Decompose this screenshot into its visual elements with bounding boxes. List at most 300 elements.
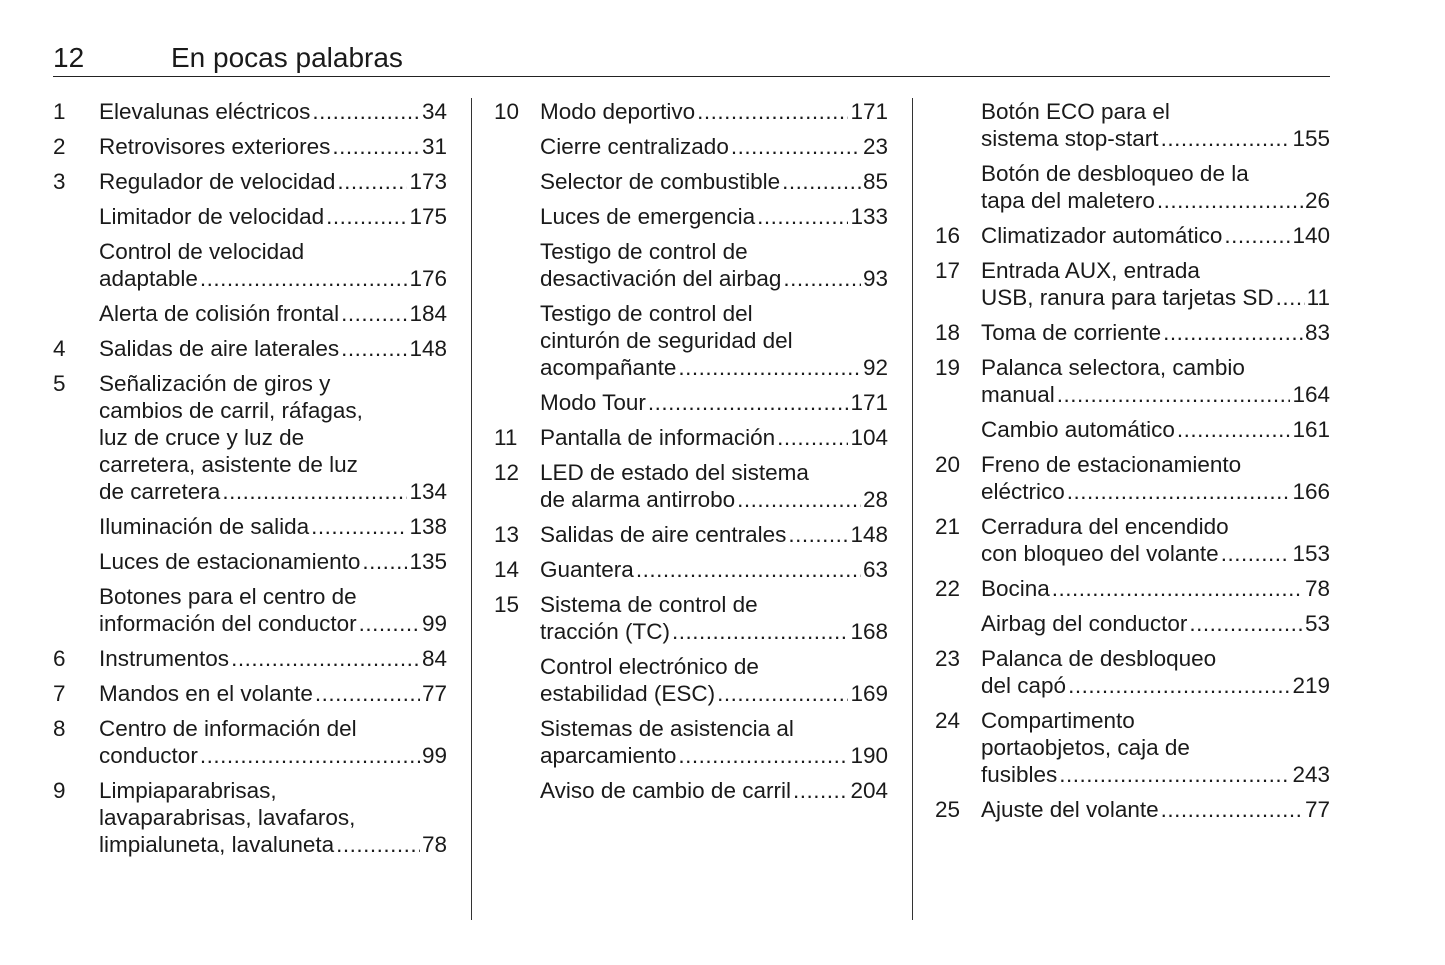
entry-label: Salidas de aire laterales — [99, 336, 340, 361]
dot-leader — [1052, 575, 1303, 602]
dot-leader — [1189, 610, 1303, 637]
entry-label: acompañante — [540, 355, 677, 380]
index-entry — [935, 257, 1330, 311]
page-reference: 99 — [421, 743, 447, 768]
entry-line: Palanca de desbloqueo — [981, 646, 1217, 671]
entry-text — [540, 203, 888, 230]
index-entry — [53, 513, 447, 540]
index-entry — [53, 168, 447, 195]
entry-number: 22 — [935, 576, 961, 601]
dot-leader — [793, 777, 849, 804]
entry-text — [981, 451, 1330, 505]
entry-line: Botón ECO para el — [981, 99, 1170, 124]
index-entry — [935, 796, 1330, 823]
entry-label: de carretera — [99, 479, 221, 504]
dot-leader — [1067, 478, 1291, 505]
dot-leader — [788, 521, 848, 548]
entry-label: adaptable — [99, 266, 198, 291]
page-reference: 190 — [850, 743, 888, 768]
index-entry — [53, 238, 447, 292]
entry-last-line — [540, 203, 888, 230]
page-reference: 164 — [1292, 382, 1330, 407]
entry-line: Sistemas de asistencia al — [540, 716, 794, 741]
page-reference: 138 — [409, 514, 447, 539]
entry-number: 17 — [935, 258, 961, 283]
page-reference: 11 — [1306, 285, 1330, 310]
index-entry — [935, 354, 1330, 408]
page-reference: 77 — [1304, 797, 1330, 822]
dot-leader — [672, 618, 848, 645]
entry-number: 7 — [53, 681, 66, 706]
entry-number: 25 — [935, 797, 961, 822]
entry-text — [981, 707, 1330, 788]
entry-label: Retrovisores exteriores — [99, 134, 331, 159]
entry-text — [981, 513, 1330, 567]
dot-leader — [678, 742, 848, 769]
entry-label: Selector de combustible — [540, 169, 781, 194]
entry-text — [99, 168, 447, 195]
index-entry — [935, 416, 1330, 443]
dot-leader — [697, 98, 848, 125]
entry-last-line — [99, 610, 447, 637]
entry-label: información del conductor — [99, 611, 357, 636]
entry-last-line — [99, 680, 447, 707]
entry-label: fusibles — [981, 762, 1058, 787]
dot-leader — [312, 98, 420, 125]
entry-last-line — [981, 575, 1330, 602]
index-entry — [53, 583, 447, 637]
index-entry — [53, 548, 447, 575]
entry-last-line — [981, 416, 1330, 443]
entry-label: Cierre centralizado — [540, 134, 729, 159]
entry-label: Modo deportivo — [540, 99, 696, 124]
entry-text — [99, 548, 447, 575]
entry-label: Climatizador automático — [981, 223, 1223, 248]
entry-text — [99, 777, 447, 858]
dot-leader — [315, 680, 420, 707]
entry-last-line — [981, 319, 1330, 346]
entry-label: sistema stop-start — [981, 126, 1159, 151]
entry-text — [99, 98, 447, 125]
entry-text — [981, 645, 1330, 699]
entry-line: LED de estado del sistema — [540, 460, 809, 485]
index-entry — [494, 653, 888, 707]
entry-label: Alerta de colisión frontal — [99, 301, 340, 326]
entry-text — [99, 300, 447, 327]
entry-last-line — [981, 761, 1330, 788]
entry-last-line — [540, 168, 888, 195]
entry-text — [981, 160, 1330, 214]
entry-number: 12 — [494, 460, 520, 485]
dot-leader — [362, 548, 407, 575]
entry-line: carretera, asistente de luz — [99, 452, 358, 477]
entry-last-line — [99, 300, 447, 327]
entry-label: Cambio automático — [981, 417, 1175, 442]
entry-text — [99, 645, 447, 672]
page-reference: 140 — [1292, 223, 1330, 248]
dot-leader — [1163, 319, 1303, 346]
entry-label: Guantera — [540, 557, 634, 582]
entry-line: cinturón de seguridad del — [540, 328, 793, 353]
entry-label: Pantalla de información — [540, 425, 776, 450]
entry-line: cambios de carril, ráfagas, — [99, 398, 363, 423]
entry-number: 13 — [494, 522, 520, 547]
page-reference: 171 — [850, 99, 888, 124]
dot-leader — [757, 203, 848, 230]
entry-label: Instrumentos — [99, 646, 230, 671]
entry-line: Limpiaparabrisas, — [99, 778, 277, 803]
entry-line: Centro de información del — [99, 716, 357, 741]
entry-last-line — [99, 203, 447, 230]
page-reference: 176 — [409, 266, 447, 291]
entry-last-line — [540, 389, 888, 416]
entry-number: 6 — [53, 646, 66, 671]
dot-leader — [678, 354, 861, 381]
entry-label: limpialuneta, lavaluneta — [99, 832, 335, 857]
entry-last-line — [540, 521, 888, 548]
column-divider — [912, 98, 913, 920]
entry-label: Bocina — [981, 576, 1050, 601]
dot-leader — [1161, 796, 1303, 823]
dot-leader — [326, 203, 407, 230]
entry-text — [540, 168, 888, 195]
entry-last-line — [540, 133, 888, 160]
entry-last-line — [981, 284, 1330, 311]
entry-number: 9 — [53, 778, 66, 803]
entry-label: Aviso de cambio de carril — [540, 778, 791, 803]
page-reference: 92 — [862, 355, 888, 380]
entry-last-line — [540, 486, 888, 513]
entry-text — [981, 257, 1330, 311]
entry-number: 19 — [935, 355, 961, 380]
index-entry — [494, 556, 888, 583]
entry-last-line — [540, 265, 888, 292]
entry-number: 2 — [53, 134, 66, 159]
entry-text — [99, 715, 447, 769]
entry-last-line — [99, 645, 447, 672]
entry-last-line — [99, 513, 447, 540]
entry-text — [981, 796, 1330, 823]
entry-line: portaobjetos, caja de — [981, 735, 1190, 760]
entry-label: del capó — [981, 673, 1067, 698]
page-title: En pocas palabras — [171, 42, 403, 73]
entry-line: Cerradura del encendido — [981, 514, 1229, 539]
entry-text — [540, 715, 888, 769]
entry-text — [981, 222, 1330, 249]
entry-label: Ajuste del volante — [981, 797, 1159, 822]
entry-text — [981, 575, 1330, 602]
entry-number: 1 — [53, 99, 66, 124]
entry-line: luz de cruce y luz de — [99, 425, 305, 450]
entry-line: Señalización de giros y — [99, 371, 331, 396]
entry-last-line — [99, 831, 447, 858]
entry-label: aparcamiento — [540, 743, 677, 768]
entry-text — [99, 133, 447, 160]
entry-label: Airbag del conductor — [981, 611, 1188, 636]
entry-text — [540, 521, 888, 548]
entry-line: Control electrónico de — [540, 654, 759, 679]
index-entry — [53, 777, 447, 858]
entry-label: desactivación del airbag — [540, 266, 782, 291]
entry-number: 24 — [935, 708, 961, 733]
entry-last-line — [981, 672, 1330, 699]
dot-leader — [222, 478, 407, 505]
entry-label: conductor — [99, 743, 198, 768]
entry-line: Entrada AUX, entrada — [981, 258, 1200, 283]
entry-label: manual — [981, 382, 1055, 407]
entry-last-line — [99, 548, 447, 575]
entry-number: 21 — [935, 514, 961, 539]
entry-line: Palanca selectora, cambio — [981, 355, 1245, 380]
entry-last-line — [99, 742, 447, 769]
entry-text — [981, 319, 1330, 346]
entry-last-line — [99, 335, 447, 362]
page-reference: 168 — [850, 619, 888, 644]
index-entry — [935, 319, 1330, 346]
index-entry — [935, 575, 1330, 602]
page-reference: 175 — [409, 204, 447, 229]
entry-text — [540, 459, 888, 513]
page-reference: 171 — [850, 390, 888, 415]
entry-label: tracción (TC) — [540, 619, 671, 644]
dot-leader — [341, 300, 407, 327]
dot-leader — [1157, 187, 1303, 214]
page-reference: 31 — [421, 134, 447, 159]
entry-last-line — [540, 680, 888, 707]
entry-line: Botón de desbloqueo de la — [981, 161, 1249, 186]
dot-leader — [332, 133, 420, 160]
entry-last-line — [540, 618, 888, 645]
entry-number: 23 — [935, 646, 961, 671]
index-entry — [494, 459, 888, 513]
index-entry — [53, 133, 447, 160]
entry-text — [99, 370, 447, 505]
entry-text — [981, 354, 1330, 408]
page-reference: 83 — [1304, 320, 1330, 345]
entry-last-line — [540, 556, 888, 583]
dot-leader — [341, 335, 407, 362]
index-entry — [494, 168, 888, 195]
dot-leader — [1276, 284, 1305, 311]
entry-text — [99, 238, 447, 292]
dot-leader — [1057, 381, 1291, 408]
entry-last-line — [981, 125, 1330, 152]
entry-last-line — [981, 796, 1330, 823]
entry-label: Luces de estacionamiento — [99, 549, 361, 574]
entry-label: Mandos en el volante — [99, 681, 313, 706]
index-entry — [935, 707, 1330, 788]
dot-leader — [1221, 540, 1291, 567]
entry-number: 10 — [494, 99, 520, 124]
entry-last-line — [981, 222, 1330, 249]
index-entry — [494, 777, 888, 804]
entry-label: Limitador de velocidad — [99, 204, 325, 229]
entry-text — [540, 424, 888, 451]
entry-last-line — [981, 610, 1330, 637]
index-entry — [53, 203, 447, 230]
index-entry — [494, 238, 888, 292]
entry-last-line — [99, 478, 447, 505]
dot-leader — [777, 424, 848, 451]
index-entry — [494, 715, 888, 769]
page-reference: 173 — [409, 169, 447, 194]
page-reference: 53 — [1304, 611, 1330, 636]
index-column-1 — [53, 98, 447, 866]
page-reference: 155 — [1292, 126, 1330, 151]
entry-number: 5 — [53, 371, 66, 396]
entry-number: 14 — [494, 557, 520, 582]
dot-leader — [782, 168, 861, 195]
page-number: 12 — [53, 42, 85, 73]
entry-text — [540, 98, 888, 125]
page-reference: 219 — [1292, 673, 1330, 698]
dot-leader — [231, 645, 420, 672]
entry-label: Elevalunas eléctricos — [99, 99, 311, 124]
page-reference: 84 — [421, 646, 447, 671]
dot-leader — [1177, 416, 1291, 443]
index-entry — [53, 370, 447, 505]
index-entry — [935, 222, 1330, 249]
entry-number: 3 — [53, 169, 66, 194]
index-entry — [494, 424, 888, 451]
entry-line: Testigo de control de — [540, 239, 748, 264]
page-reference: 26 — [1304, 188, 1330, 213]
entry-text — [540, 591, 888, 645]
dot-leader — [336, 831, 420, 858]
entry-last-line — [99, 265, 447, 292]
index-entry — [935, 645, 1330, 699]
dot-leader — [200, 265, 408, 292]
page-reference: 184 — [409, 301, 447, 326]
page-reference: 148 — [409, 336, 447, 361]
page-reference: 166 — [1292, 479, 1330, 504]
index-entry — [935, 451, 1330, 505]
index-entry — [935, 610, 1330, 637]
page-reference: 34 — [421, 99, 447, 124]
index-entry — [53, 645, 447, 672]
entry-last-line — [99, 133, 447, 160]
entry-last-line — [540, 98, 888, 125]
entry-text — [540, 300, 888, 381]
entry-number: 16 — [935, 223, 961, 248]
entry-number: 4 — [53, 336, 66, 361]
dot-leader — [1224, 222, 1290, 249]
page-reference: 28 — [862, 487, 888, 512]
entry-text — [540, 556, 888, 583]
entry-text — [540, 389, 888, 416]
entry-last-line — [540, 424, 888, 451]
entry-line: Botones para el centro de — [99, 584, 357, 609]
entry-number: 18 — [935, 320, 961, 345]
entry-line: Testigo de control del — [540, 301, 753, 326]
page-reference: 99 — [421, 611, 447, 636]
entry-label: Toma de corriente — [981, 320, 1162, 345]
entry-label: estabilidad (ESC) — [540, 681, 716, 706]
entry-line: Sistema de control de — [540, 592, 758, 617]
entry-label: USB, ranura para tarjetas SD — [981, 285, 1274, 310]
index-entry — [494, 521, 888, 548]
entry-text — [99, 335, 447, 362]
entry-last-line — [99, 98, 447, 125]
entry-label: Salidas de aire centrales — [540, 522, 787, 547]
page-reference: 104 — [850, 425, 888, 450]
entry-text — [99, 513, 447, 540]
page-reference: 78 — [1304, 576, 1330, 601]
entry-line: lavaparabrisas, lavafaros, — [99, 805, 356, 830]
dot-leader — [717, 680, 848, 707]
dot-leader — [311, 513, 407, 540]
entry-text — [981, 98, 1330, 152]
entry-text — [540, 777, 888, 804]
entry-text — [99, 583, 447, 637]
dot-leader — [648, 389, 849, 416]
index-entry — [53, 335, 447, 362]
index-entry — [494, 300, 888, 381]
index-entry — [53, 680, 447, 707]
dot-leader — [783, 265, 861, 292]
entry-line: Freno de estacionamiento — [981, 452, 1242, 477]
entry-text — [99, 203, 447, 230]
entry-label: Modo Tour — [540, 390, 646, 415]
dot-leader — [1059, 761, 1290, 788]
index-entry — [53, 715, 447, 769]
page-reference: 23 — [862, 134, 888, 159]
column-divider — [471, 98, 472, 920]
entry-text — [540, 133, 888, 160]
page-reference: 77 — [421, 681, 447, 706]
entry-last-line — [540, 742, 888, 769]
dot-leader — [1161, 125, 1291, 152]
entry-text — [981, 610, 1330, 637]
page-reference: 85 — [862, 169, 888, 194]
entry-number: 8 — [53, 716, 66, 741]
page-reference: 63 — [862, 557, 888, 582]
dot-leader — [731, 133, 861, 160]
page-reference: 169 — [850, 681, 888, 706]
entry-label: tapa del maletero — [981, 188, 1155, 213]
index-entry — [494, 133, 888, 160]
page-reference: 133 — [850, 204, 888, 229]
entry-last-line — [540, 777, 888, 804]
index-entry — [494, 203, 888, 230]
entry-label: Regulador de velocidad — [99, 169, 336, 194]
dot-leader — [737, 486, 861, 513]
page-header — [53, 38, 1330, 77]
entry-number: 15 — [494, 592, 520, 617]
page-reference: 204 — [850, 778, 888, 803]
entry-label: con bloqueo del volante — [981, 541, 1219, 566]
page-reference: 161 — [1292, 417, 1330, 442]
page-reference: 93 — [862, 266, 888, 291]
entry-line: Control de velocidad — [99, 239, 305, 264]
entry-label: Luces de emergencia — [540, 204, 756, 229]
page-reference: 243 — [1292, 762, 1330, 787]
entry-text — [540, 653, 888, 707]
dot-leader — [359, 610, 420, 637]
index-entry — [935, 160, 1330, 214]
entry-line: Compartimento — [981, 708, 1135, 733]
page-reference: 148 — [850, 522, 888, 547]
entry-last-line — [981, 381, 1330, 408]
page-reference: 134 — [409, 479, 447, 504]
entry-label: eléctrico — [981, 479, 1065, 504]
page-reference: 78 — [421, 832, 447, 857]
dot-leader — [337, 168, 407, 195]
index-column-3 — [935, 98, 1330, 831]
index-entry — [494, 591, 888, 645]
entry-text — [99, 680, 447, 707]
entry-number: 20 — [935, 452, 961, 477]
